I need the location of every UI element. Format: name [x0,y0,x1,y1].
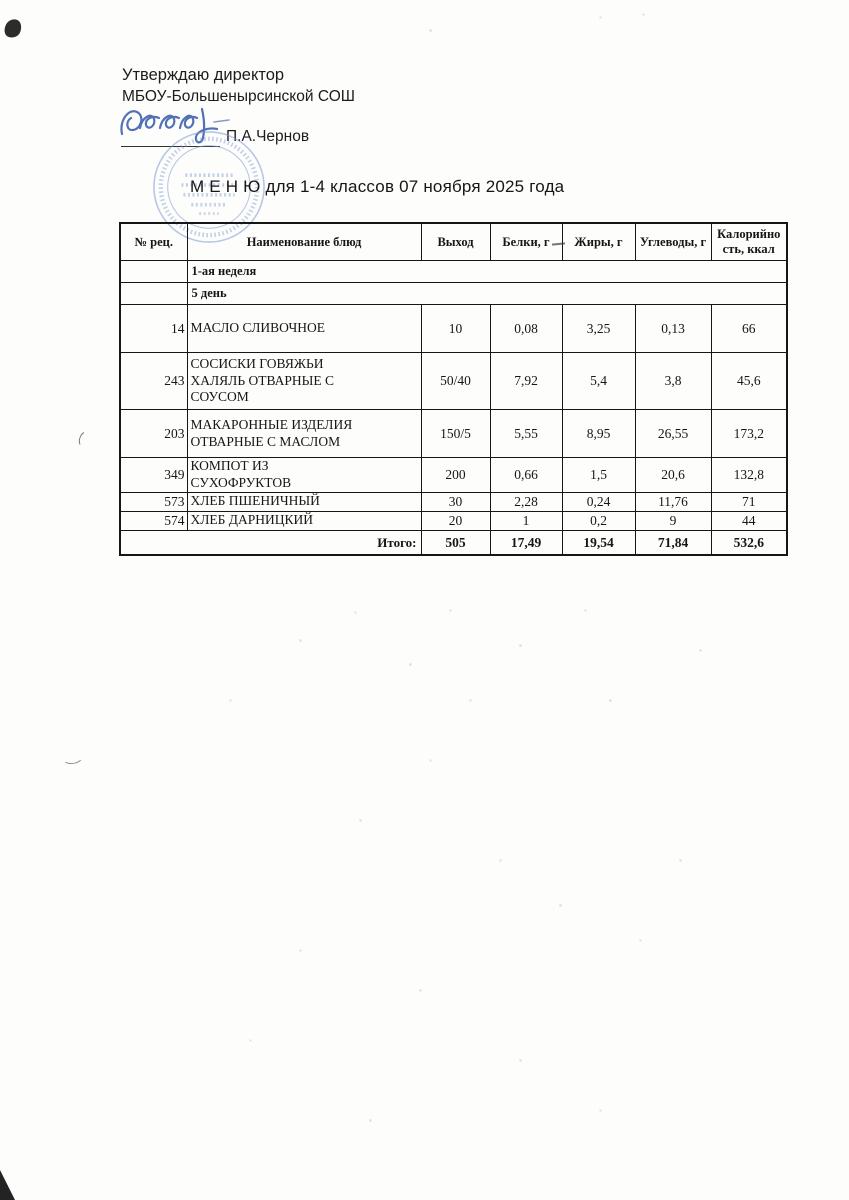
cell-protein: 5,55 [490,410,562,458]
cell-output: 20 [421,511,490,530]
cell-carbs: 9 [635,511,711,530]
menu-table [119,222,788,556]
cell-dish-name [187,353,421,410]
menu-row [120,492,787,511]
cell-protein: 0,66 [490,458,562,493]
signer-name: П.А.Чернов [226,128,310,145]
empty-cell [120,283,187,305]
cell-dish-name [187,458,421,493]
total-fat: 19,54 [562,530,635,555]
cell-recipe-num: 349 [120,458,187,493]
empty-cell [120,261,187,283]
scan-artifact-blob [2,17,24,41]
col-header-output: Выход [421,223,490,261]
week-section-row [120,261,787,283]
cell-output: 200 [421,458,490,493]
cell-kcal: 173,2 [711,410,787,458]
menu-row [120,410,787,458]
cell-recipe-num: 203 [120,410,187,458]
dish-name-text: МАКАРОННЫЕ ИЗДЕЛИЯ ОТВАРНЫЕ С МАСЛОМ [190,416,353,449]
cell-recipe-num: 573 [120,492,187,511]
week-label: 1-ая неделя [187,261,787,283]
scan-artifact-curve [61,749,84,766]
cell-recipe-num: 574 [120,511,187,530]
cell-carbs: 26,55 [635,410,711,458]
cell-fat: 0,24 [562,492,635,511]
cell-kcal: 132,8 [711,458,787,493]
total-label: Итого: [120,530,421,555]
cell-protein: 7,92 [490,353,562,410]
cell-dish-name [187,305,421,353]
cell-fat: 8,95 [562,410,635,458]
cell-dish-name [187,492,421,511]
cell-recipe-num: 14 [120,305,187,353]
cell-recipe-num: 243 [120,353,187,410]
cell-protein: 2,28 [490,492,562,511]
menu-row [120,305,787,353]
cell-carbs: 3,8 [635,353,711,410]
cell-fat: 5,4 [562,353,635,410]
cell-protein: 0,08 [490,305,562,353]
day-section-row [120,283,787,305]
col-header-dish-name: Наименование блюд [187,223,421,261]
scan-noise-speckles [0,0,1,1]
menu-row [120,353,787,410]
total-row [120,530,787,555]
cell-kcal: 44 [711,511,787,530]
col-header-protein: Белки, г [490,223,562,261]
col-header-fat: Жиры, г [562,223,635,261]
cell-fat: 3,25 [562,305,635,353]
cell-kcal: 66 [711,305,787,353]
menu-table-container [119,222,788,556]
cell-output: 30 [421,492,490,511]
cell-dish-name [187,511,421,530]
cell-carbs: 11,76 [635,492,711,511]
col-header-kcal: Калорийно сть, ккал [711,223,787,261]
cell-carbs: 0,13 [635,305,711,353]
total-carbs: 71,84 [635,530,711,555]
day-label: 5 день [187,283,787,305]
cell-fat: 0,2 [562,511,635,530]
cell-fat: 1,5 [562,458,635,493]
dish-name-text: СОСИСКИ ГОВЯЖЬИ ХАЛЯЛЬ ОТВАРНЫЕ С СОУСОМ [190,355,334,405]
cell-output: 10 [421,305,490,353]
cell-output: 150/5 [421,410,490,458]
dish-name-text: МАСЛО СЛИВОЧНОЕ [190,320,326,336]
menu-row [120,511,787,530]
cell-output: 50/40 [421,353,490,410]
approval-line: Утверждаю директор [122,66,285,84]
col-header-carbs: Углеводы, г [635,223,711,261]
dish-name-text: ХЛЕБ ДАРНИЦКИЙ [190,512,313,528]
total-protein: 17,49 [490,530,562,555]
total-output: 505 [421,530,490,555]
total-kcal: 532,6 [711,530,787,555]
document-title: М Е Н Ю для 1-4 классов 07 ноября 2025 года [190,177,565,196]
cell-carbs: 20,6 [635,458,711,493]
cell-protein: 1 [490,511,562,530]
cell-kcal: 71 [711,492,787,511]
dish-name-text: КОМПОТ ИЗ СУХОФРУКТОВ [190,458,292,490]
menu-row [120,458,787,493]
dish-name-text: ХЛЕБ ПШЕНИЧНЫЙ [190,493,320,509]
cell-kcal: 45,6 [711,353,787,410]
cell-dish-name [187,410,421,458]
school-name-line: МБОУ-Большенырсинской СОШ [122,88,355,105]
col-header-recipe-num: № рец. [120,223,187,261]
table-header-row [120,223,787,261]
scan-artifact-corner [0,1170,15,1200]
scan-artifact-curve [77,429,97,451]
